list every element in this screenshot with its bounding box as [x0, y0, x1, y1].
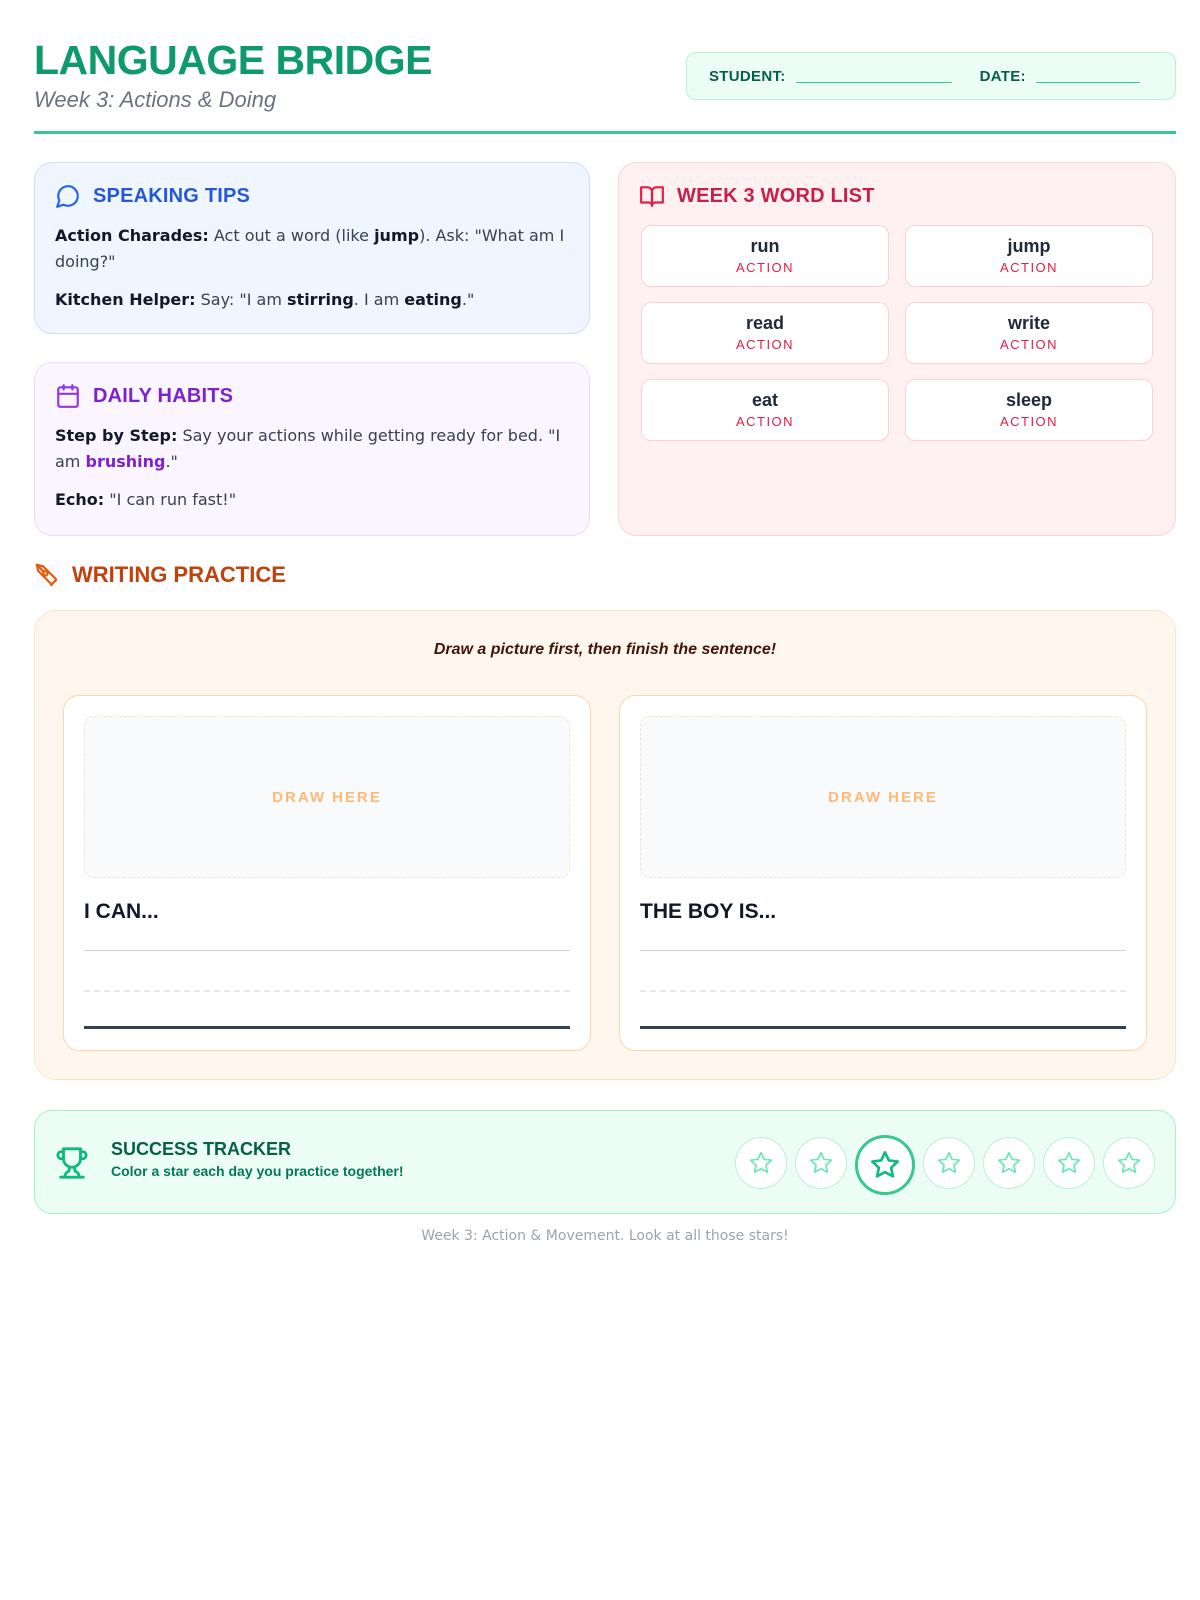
- word-card: [641, 379, 889, 441]
- tip-text: "I can run fast!": [104, 490, 237, 509]
- word-text: run: [750, 236, 780, 256]
- pen-tool-icon: [34, 562, 60, 588]
- tip-text: .": [461, 290, 475, 309]
- word-grid: [641, 225, 1153, 441]
- word-tag: ACTION: [999, 337, 1059, 352]
- star-row: [735, 1131, 1155, 1195]
- writing-line-middle[interactable]: [84, 990, 570, 992]
- writing-panel: [619, 695, 1147, 1051]
- word-tag: ACTION: [735, 260, 795, 275]
- star-icon: [936, 1150, 962, 1176]
- star-button[interactable]: [983, 1137, 1035, 1189]
- writing-panel: [63, 695, 591, 1051]
- drawing-area[interactable]: [640, 716, 1126, 878]
- word-card: [641, 225, 889, 287]
- word-text: sleep: [1005, 390, 1053, 410]
- tip-text: Act out a word (like: [208, 226, 375, 245]
- writing-practice-area: [34, 610, 1176, 1080]
- sentence-prompt: I CAN...: [84, 900, 159, 923]
- writing-line-middle[interactable]: [640, 990, 1126, 992]
- word-list-header: [619, 163, 1175, 209]
- star-button[interactable]: [855, 1135, 915, 1195]
- drawing-area[interactable]: [84, 716, 570, 878]
- calendar-icon: [55, 383, 81, 409]
- speaking-tips-title: SPEAKING TIPS: [93, 184, 251, 207]
- speaking-tip-2: [35, 287, 589, 313]
- star-icon: [869, 1149, 901, 1181]
- writing-line-top[interactable]: [640, 950, 1126, 951]
- star-icon: [1056, 1150, 1082, 1176]
- chat-bubble-icon: [55, 183, 81, 209]
- writing-instruction: Draw a picture first, then finish the sentence!: [433, 641, 777, 658]
- tip-label: Step by Step:: [55, 426, 178, 445]
- trophy-icon: [55, 1145, 89, 1181]
- date-field[interactable]: [1036, 69, 1140, 83]
- habit-tip-2: [35, 487, 589, 513]
- tip-text: Say your actions while getting ready for bed. "I am: [55, 426, 561, 471]
- tip-label: Action Charades:: [55, 226, 209, 245]
- tip-text: . I am: [353, 290, 405, 309]
- draw-here-label: DRAW HERE: [828, 788, 938, 806]
- tip-text: .": [165, 452, 178, 471]
- star-icon: [748, 1150, 774, 1176]
- word-text: jump: [1007, 236, 1051, 256]
- page-subtitle: Week 3: Actions & Doing: [34, 87, 277, 112]
- tip-word: brushing: [85, 452, 166, 471]
- writing-line-base[interactable]: [84, 1026, 570, 1029]
- tip-label: Kitchen Helper:: [55, 290, 196, 309]
- page-footer: Week 3: Action & Movement. Look at all those stars!: [421, 1228, 789, 1244]
- star-icon: [808, 1150, 834, 1176]
- word-text: eat: [751, 390, 778, 410]
- daily-habits-header: [35, 363, 589, 409]
- star-button[interactable]: [923, 1137, 975, 1189]
- tip-word: stirring: [287, 290, 354, 309]
- word-card: [905, 302, 1153, 364]
- student-info-box: [686, 52, 1176, 100]
- word-card: [641, 302, 889, 364]
- star-icon: [996, 1150, 1022, 1176]
- speaking-tips-card: [34, 162, 590, 334]
- student-label: STUDENT:: [709, 67, 786, 85]
- word-tag: ACTION: [735, 414, 795, 429]
- writing-practice-header: [34, 562, 286, 588]
- writing-line-base[interactable]: [640, 1026, 1126, 1029]
- tracker-subtitle: Color a star each day you practice together!: [111, 1163, 404, 1179]
- open-book-icon: [639, 183, 665, 209]
- word-tag: ACTION: [999, 260, 1059, 275]
- word-card: [905, 379, 1153, 441]
- star-button[interactable]: [1103, 1137, 1155, 1189]
- daily-habits-card: [34, 362, 590, 536]
- word-text: read: [745, 313, 785, 333]
- success-tracker: [34, 1110, 1176, 1214]
- tip-word: eating: [404, 290, 462, 309]
- date-label: DATE:: [979, 67, 1026, 85]
- star-button[interactable]: [735, 1137, 787, 1189]
- speaking-tips-header: [35, 163, 589, 209]
- tracker-title: SUCCESS TRACKER: [111, 1139, 292, 1159]
- writing-practice-title: WRITING PRACTICE: [72, 562, 286, 587]
- word-list-card: [618, 162, 1176, 536]
- tip-text: ). Ask: "What am I doing?": [55, 226, 565, 271]
- word-tag: ACTION: [735, 337, 795, 352]
- word-text: write: [1007, 313, 1050, 333]
- tip-text: Say: "I am: [195, 290, 288, 309]
- writing-line-top[interactable]: [84, 950, 570, 951]
- habit-tip-1: [35, 423, 589, 475]
- daily-habits-title: DAILY HABITS: [93, 384, 234, 407]
- word-tag: ACTION: [999, 414, 1059, 429]
- draw-here-label: DRAW HERE: [272, 788, 382, 806]
- word-list-title: WEEK 3 WORD LIST: [677, 184, 875, 207]
- tip-label: Echo:: [55, 490, 105, 509]
- student-name-field[interactable]: [796, 69, 952, 83]
- sentence-prompt: THE BOY IS...: [640, 900, 777, 923]
- page-header: [34, 34, 1176, 134]
- star-icon: [1116, 1150, 1142, 1176]
- tip-word: jump: [374, 226, 420, 245]
- star-button[interactable]: [795, 1137, 847, 1189]
- speaking-tip-1: [35, 223, 589, 275]
- page-title: LANGUAGE BRIDGE: [34, 37, 432, 83]
- word-card: [905, 225, 1153, 287]
- star-button[interactable]: [1043, 1137, 1095, 1189]
